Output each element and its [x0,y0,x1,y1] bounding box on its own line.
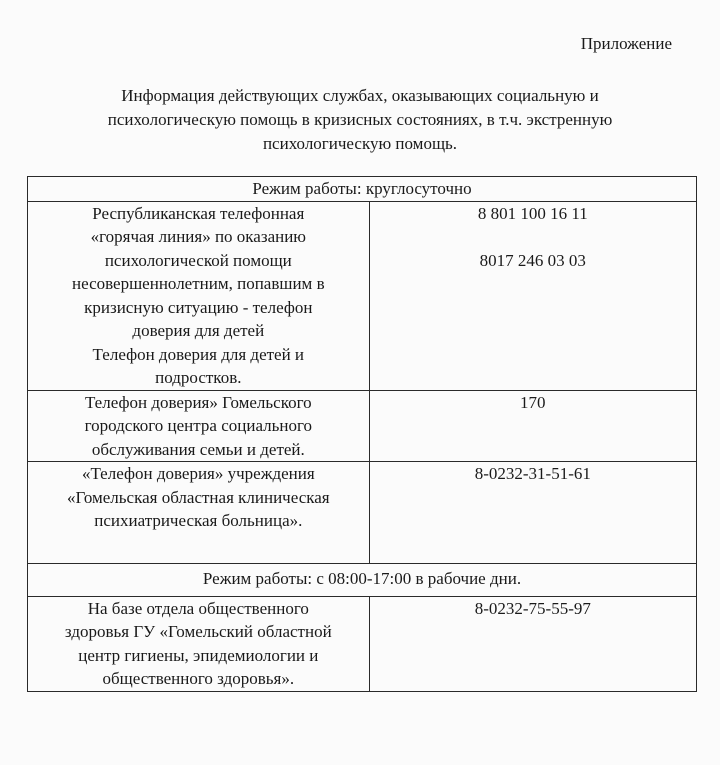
phone-number: 8017 246 03 03 [479,250,586,270]
description-line: психологической помощи [104,250,292,270]
title-line: психологическую помощь. [262,134,458,153]
description-line: «Телефон доверия» учреждения [81,464,315,483]
phone-number: 8-0232-31-51-61 [474,464,591,483]
phone-number: 8 801 100 16 11 [477,203,588,223]
table-row [28,201,697,390]
description-line: здоровья ГУ «Гомельский областной [64,622,332,641]
description-line: Телефон доверия для детей и [92,344,305,364]
table-row [28,462,697,564]
service-phones [369,462,696,564]
table-row [28,390,697,462]
description-line: доверия для детей [132,321,265,340]
phone-number: 170 [520,392,546,412]
description-line: Телефон доверия» Гомельского [84,392,312,412]
section-header: Режим работы: с 08:00-17:00 в рабочие дни. [28,564,697,597]
description-line: подростков. [155,368,242,387]
service-phones [369,596,696,691]
appendix-label: Приложение [580,34,672,53]
services-table [27,176,697,692]
service-phones [369,201,696,390]
description-line: Республиканская телефонная [92,203,305,223]
description-line: общественного здоровья». [102,669,295,688]
title-line: психологическую помощь в кризисных состояниях, в т.ч. экстренную [107,110,613,129]
description-line: городского центра социального [84,416,313,435]
service-description [28,201,370,390]
service-phones [369,390,696,462]
description-line: центр гигиены, эпидемиологии и [78,645,319,665]
description-line: обслуживания семьи и детей. [91,439,305,459]
document-title [40,84,680,156]
phone-number: 8-0232-75-55-97 [474,598,591,618]
description-line: кризисную ситуацию - телефон [84,297,313,317]
table-row [28,596,697,691]
section-header-row [28,177,697,202]
title-line: Информация действующих службах, оказывающих социальную и [121,86,599,105]
section-header-row [28,564,697,597]
description-line: психиатрическая больница». [94,511,303,530]
spacer [376,225,690,249]
description-line: «горячая линия» по оказанию [90,227,307,246]
description-line: «Гомельская областная клиническая [66,487,330,507]
service-description [28,462,370,564]
service-description [28,390,370,462]
service-description [28,596,370,691]
description-line: На базе отдела общественного [87,598,309,618]
section-header: Режим работы: круглосуточно [28,177,697,202]
description-line: несовершеннолетним, попавшим в [72,274,325,293]
